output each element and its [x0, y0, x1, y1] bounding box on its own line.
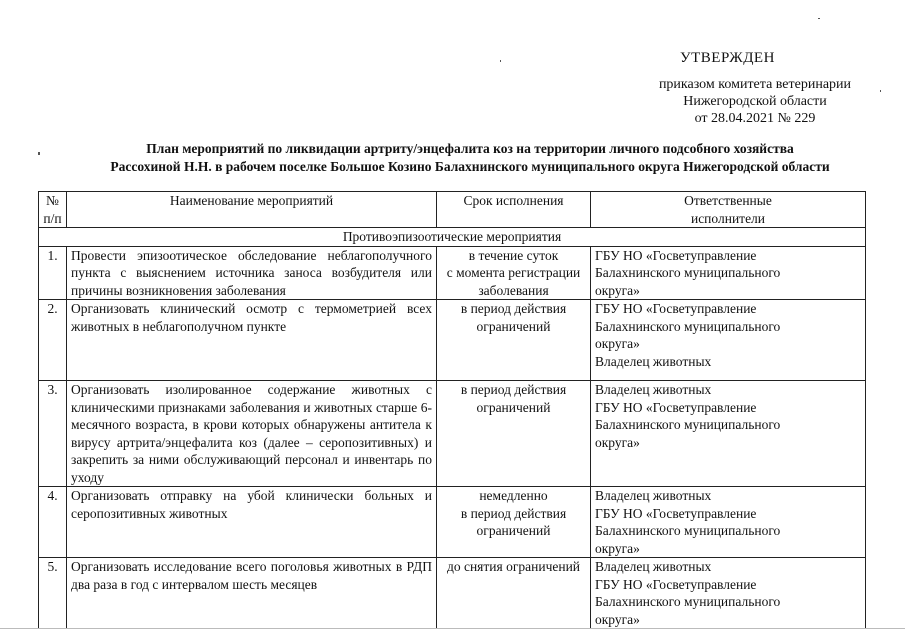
row-term [437, 558, 591, 629]
section-row [39, 228, 866, 247]
table-row [39, 487, 866, 558]
header-num-line-2: п/п [43, 210, 62, 226]
term-line: с момента регистрации [446, 265, 581, 280]
table-row [39, 300, 866, 381]
resp-line: ГБУ НО «Госветуправление [595, 301, 757, 316]
row-name: Организовать клинический осмотр с термометрией всех животных в неблагополучном пункте [67, 300, 437, 381]
resp-line: округа» [595, 434, 640, 450]
document-title [80, 140, 860, 176]
resp-line: Владелец животных [595, 382, 712, 397]
header-responsible [591, 192, 866, 228]
term-line: ограничений [476, 318, 551, 334]
resp-line: ГБУ НО «Госветуправление [595, 576, 757, 592]
scan-speck [880, 90, 881, 92]
row-term [437, 487, 591, 558]
resp-line: округа» [595, 611, 640, 627]
resp-line: Владелец животных [595, 353, 712, 369]
resp-line: Владелец животных [595, 488, 712, 503]
row-num: 5. [39, 558, 67, 629]
row-responsible [591, 381, 866, 487]
resp-line: Балахнинского муниципального [595, 594, 781, 609]
row-name: Организовать исследование всего поголовья животных в РДП два раза в год с интервалом шесть месяцев [67, 558, 437, 629]
plan-table [38, 191, 866, 629]
title-line-2: Рассохиной Н.Н. в рабочем поселке Большое Козино Балахнинского муниципального округа Нижегородской области [110, 159, 830, 174]
approval-line-2: Нижегородской области [683, 94, 827, 109]
term-line: в период действия [460, 301, 567, 316]
term-line: в период действия [460, 505, 567, 521]
row-responsible [591, 300, 866, 381]
approval-title: УТВЕРЖДЕН [680, 50, 775, 66]
row-name: Организовать изолированное содержание животных с клиническими признаками заболевания и животных старше 6-месячного возраста, в крови которых обнаружены антитела к вирусу артрита/энцефалита коз (далее – серопозитивных) и закрепить за ними обслуживающий персонал и инвентарь по уходу [67, 381, 437, 487]
scan-edge [0, 628, 905, 629]
title-line-1: План мероприятий по ликвидации артриту/энцефалита коз на территории личного подсобного хозяйства [146, 141, 794, 156]
term-line: заболевания [478, 282, 549, 298]
scan-speck [38, 152, 40, 155]
row-num: 3. [39, 381, 67, 487]
row-num: 4. [39, 487, 67, 558]
term-line: ограничений [476, 523, 551, 538]
table-header-row [39, 192, 866, 228]
row-responsible [591, 558, 866, 629]
table-row [39, 381, 866, 487]
header-num-line-1: № [46, 193, 59, 208]
row-num: 2. [39, 300, 67, 381]
row-num: 1. [39, 246, 67, 300]
resp-line: ГБУ НО «Госветуправление [595, 505, 757, 521]
row-name: Провести эпизоотическое обследование неблагополучного пункта с выяснением источника заноса возбудителя или причины возникновения заболевания [67, 246, 437, 300]
resp-line: округа» [595, 282, 640, 298]
row-term [437, 381, 591, 487]
term-line: ограничений [476, 399, 551, 415]
row-responsible [591, 246, 866, 300]
header-name: Наименование мероприятий [67, 192, 437, 228]
scan-speck [818, 18, 820, 19]
section-title: Противоэпизоотические мероприятия [39, 228, 866, 247]
approval-details [610, 76, 900, 127]
approval-line-1: приказом комитета ветеринарии [658, 77, 852, 92]
table-row [39, 246, 866, 300]
scan-speck [500, 60, 501, 62]
resp-line: округа» [595, 540, 640, 556]
resp-line: ГБУ НО «Госветуправление [595, 399, 757, 415]
resp-line: Балахнинского муниципального [595, 417, 781, 432]
resp-line: Балахнинского муниципального [595, 523, 781, 538]
term-line: в течение суток [468, 247, 559, 263]
resp-line: ГБУ НО «Госветуправление [595, 247, 757, 263]
term-line: в период действия [460, 382, 567, 397]
resp-line: Владелец животных [595, 559, 712, 574]
row-term [437, 300, 591, 381]
header-num [39, 192, 67, 228]
approval-line-3: от 28.04.2021 № 229 [694, 111, 816, 126]
row-name: Организовать отправку на убой клинически больных и серопозитивных животных [67, 487, 437, 558]
term-line: до снятия ограничений [446, 559, 581, 574]
row-term [437, 246, 591, 300]
header-resp-line-2: исполнители [690, 210, 766, 226]
resp-line: Балахнинского муниципального [595, 318, 781, 334]
term-line: немедленно [479, 488, 548, 503]
header-resp-line-1: Ответственные [684, 193, 772, 208]
resp-line: округа» [595, 336, 640, 351]
header-term: Срок исполнения [437, 192, 591, 228]
table-row [39, 558, 866, 629]
resp-line: Балахнинского муниципального [595, 265, 781, 280]
row-responsible [591, 487, 866, 558]
